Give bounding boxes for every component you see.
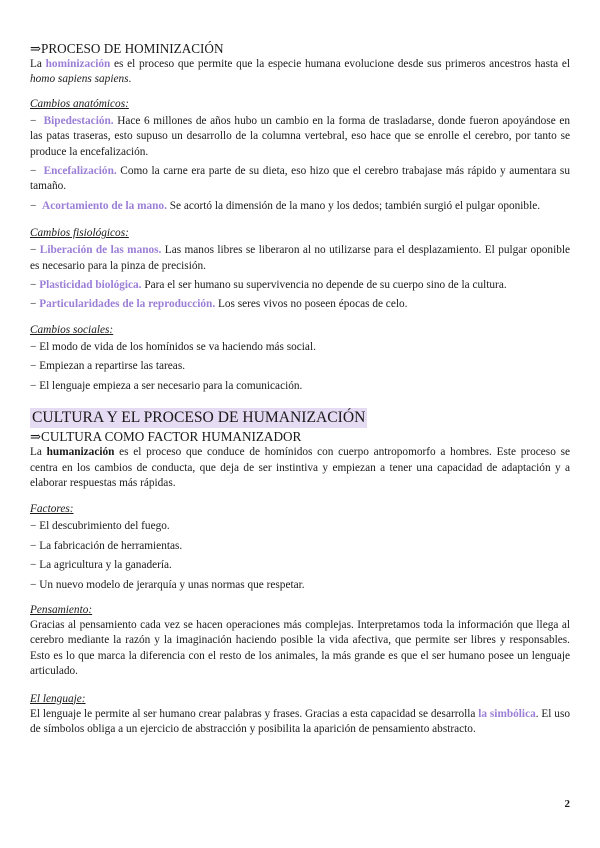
- label-text: Cambios anatómicos: [30, 97, 126, 110]
- lenguaje-text-part: El lenguaje le permite al ser humano crear palabras y frases. Gracias a esta capacidad se desarrolla: [30, 707, 479, 720]
- label-text: Pensamiento: [30, 603, 89, 616]
- intro-text: es el proceso que permite que la especie humana evolucione desde sus primeros ancestros hasta el: [110, 58, 570, 70]
- species-name: homo sapiens sapiens: [30, 73, 129, 86]
- list-item: − El modo de vida de los homínidos se va haciendo más social.: [30, 340, 316, 353]
- term: Encefalización.: [43, 165, 117, 178]
- intro-text: .: [128, 73, 132, 86]
- list-item: − La fabricación de herramientas.: [30, 539, 183, 552]
- list-item-liberacion: − Liberación de las manos. Las manos libres se liberaron al no utilizarse para el desplazamiento. El pulgar oponible es necesario para la pinza de precisión.: [30, 244, 571, 272]
- term: Particularidades de la reproducción.: [39, 298, 216, 311]
- label-cambios-anatomicos: Cambios anatómicos:: [30, 97, 129, 110]
- page-content: [30, 40, 570, 737]
- intro-text: es el proceso que conduce de homínidos con cuerpo antropomorfo a hombres. Este proceso se centra en los cambios de conducta, que deja de ser instintiva y empiezan a tener una capacidad de adaptación y a elaborar respuestas más rápidas.: [30, 446, 570, 489]
- lenguaje-text-part: . El uso de símbolos obliga a un ejercicio de abstracción y posibilita la aparición de pensamiento abstracto.: [30, 707, 570, 735]
- list-item-plasticidad: − Plasticidad biológica. Para el ser humano su supervivencia no depende de su cuerpo sino de la cultura.: [30, 279, 507, 292]
- humanizacion-intro: [30, 445, 570, 491]
- list-item: − La agricultura y la ganadería.: [30, 559, 172, 572]
- label-factores: Factores:: [30, 503, 74, 516]
- label-text: Cambios sociales: [30, 323, 110, 336]
- item-text: Las manos libres se liberaron al no utilizarse para el desplazamiento. El pulgar oponible es necesario para la pinza de precisión.: [30, 244, 571, 272]
- chapter-title: CULTURA Y EL PROCESO DE HUMANIZACIÓN: [32, 409, 366, 427]
- list-item-encefalizacion: − Encefalización. Como la carne era parte de su dieta, eso hizo que el cerebro trabajase más rápido y aumentara su tamaño.: [30, 165, 570, 193]
- intro-text: La: [30, 446, 47, 459]
- term: Acortamiento de la mano.: [42, 199, 167, 212]
- list-item: − El lenguaje empieza a ser necesario para la comunicación.: [30, 379, 303, 392]
- list-item: − El descubrimiento del fuego.: [30, 520, 170, 533]
- list-item: − Empiezan a repartirse las tareas.: [30, 360, 186, 373]
- label-cambios-fisiologicos: Cambios fisiológicos:: [30, 227, 129, 240]
- list-item-reproduccion: − Particularidades de la reproducción. Los seres vivos no poseen épocas de celo.: [30, 298, 408, 311]
- pensamiento-text: Gracias al pensamiento cada vez se hacen operaciones más complejas. Interpretamos toda la información que llega al cerebro mediante la razón y la imaginación haciendo posible la vida afectiva, que permite ser libres y responsables. Esto es lo que marca la diferencia con el resto de los animales, la más grande es que el ser humano posee un lenguaje articulado.: [30, 618, 570, 678]
- list-item-acortamiento: − Acortamiento de la mano. Se acortó la dimensión de la mano y los dedos; también surgió el pulgar oponible.: [30, 199, 541, 212]
- term-hominizacion: hominización: [45, 58, 111, 70]
- page-number: 2: [564, 798, 570, 810]
- term-humanizacion: humanización: [46, 446, 115, 459]
- item-text: Para el ser humano su supervivencia no depende de su cuerpo sino de la cultura.: [141, 279, 507, 292]
- label-text: Cambios fisiológicos: [30, 227, 126, 240]
- label-text: Factores: [30, 503, 70, 516]
- term: Plasticidad biológica.: [39, 279, 142, 292]
- hominizacion-intro: [30, 57, 570, 88]
- intro-text: La: [30, 58, 46, 70]
- term: Liberación de las manos.: [39, 244, 162, 257]
- lenguaje-text: [30, 707, 570, 738]
- label-cambios-sociales: Cambios sociales:: [30, 323, 114, 336]
- label-lenguaje: El lenguaje:: [30, 692, 86, 705]
- section-heading-hominizacion: ⇒PROCESO DE HOMINIZACIÓN: [30, 41, 224, 56]
- item-text: Como la carne era parte de su dieta, eso hizo que el cerebro trabajase más rápido y aumentara su tamaño.: [30, 165, 570, 193]
- label-pensamiento: Pensamiento:: [30, 603, 93, 616]
- term: Bipedestación.: [43, 114, 114, 127]
- term-simbolica: la simbólica: [478, 707, 536, 720]
- label-text: El lenguaje: [30, 692, 82, 705]
- list-item-bipedestacion: − Bipedestación. Hace 6 millones de años hubo un cambio en la forma de trasladarse, donde fueron apoyándose en las patas traseras, esto supuso un desarrollo de la columna vertebral, eso hace que se enrolle el cerebro, por tanto se produce la encefalización.: [30, 114, 570, 158]
- list-item: − Un nuevo modelo de jerarquía y unas normas que respetar.: [30, 578, 305, 591]
- item-text: Hace 6 millones de años hubo un cambio en la forma de trasladarse, donde fueron apoyándose en las patas traseras, esto supuso un desarrollo de la columna vertebral, eso hace que se enrolle el cerebro, por tanto se produce la encefalización.: [30, 114, 570, 158]
- section-heading-cultura: ⇒CULTURA COMO FACTOR HUMANIZADOR: [30, 429, 302, 445]
- item-text: Los seres vivos no poseen épocas de celo.: [215, 298, 408, 311]
- item-text: Se acortó la dimensión de la mano y los dedos; también surgió el pulgar oponible.: [166, 199, 541, 212]
